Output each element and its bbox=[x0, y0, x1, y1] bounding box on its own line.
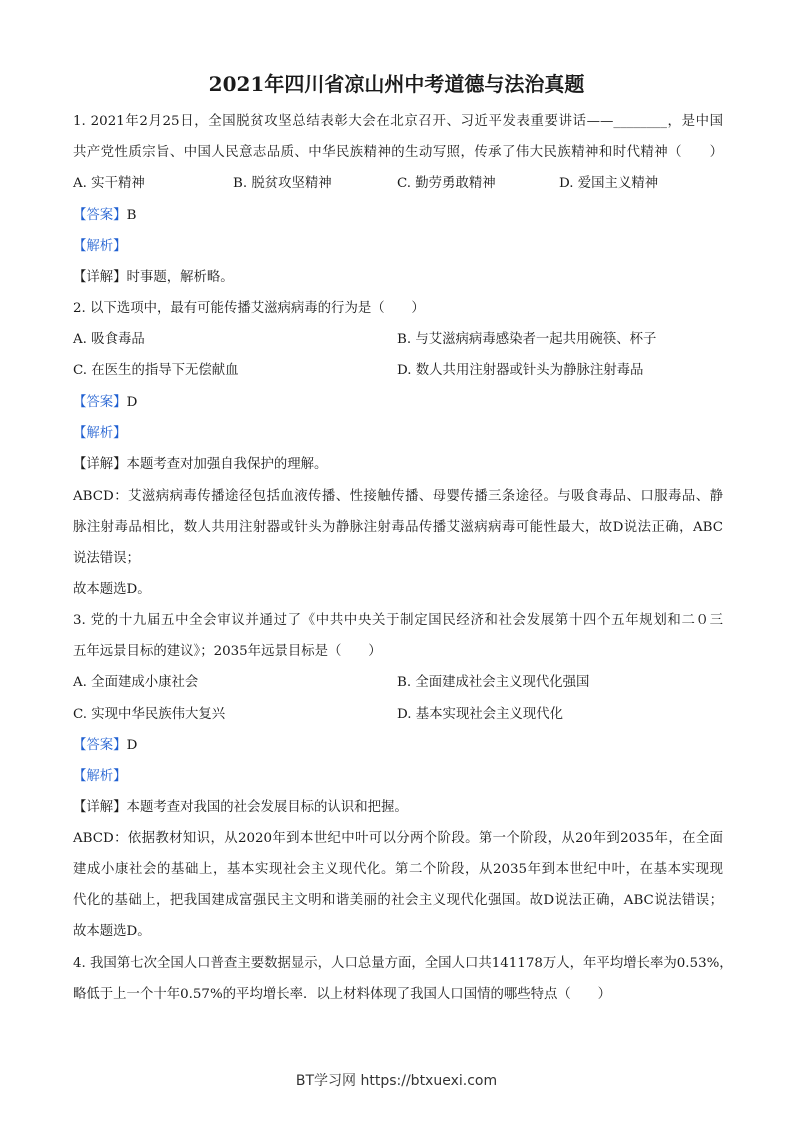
q2-explanation-line3: 说法错误； bbox=[73, 551, 140, 566]
q2-answer bbox=[73, 391, 723, 410]
q3-explanation-line1: ABCD：依据教材知识，从2020年到本世纪中叶可以分两个阶段。第一个阶段，从20年到2035年，在全面 bbox=[73, 831, 723, 846]
q1-option-b: B. 脱贫攻坚精神 bbox=[233, 176, 332, 191]
page-title: 2021年四川省凉山州中考道德与法治真题 bbox=[208, 72, 585, 96]
q1-option-a: A. 实干精神 bbox=[73, 176, 145, 191]
q2-analysis-tag: 【解析】 bbox=[73, 426, 127, 441]
q3-explanation-line3: 代化的基础上，把我国建成富强民主文明和谐美丽的社会主义现代化强国。故D说法正确，ABC说法错误； bbox=[73, 893, 723, 908]
answer-value: B bbox=[126, 208, 137, 223]
q1-option-c: C. 勤劳勇敢精神 bbox=[397, 176, 496, 191]
answer-value: D bbox=[126, 395, 138, 410]
q3-stem-line1: 3. 党的十九届五中全会审议并通过了《中共中央关于制定国民经济和社会发展第十四个五年规划和二０三 bbox=[73, 613, 723, 628]
q3-answer bbox=[73, 734, 723, 753]
footer-watermark: BT学习网 https://btxuexi.com bbox=[295, 1073, 498, 1089]
answer-value: D bbox=[126, 738, 138, 753]
q3-option-c: C. 实现中华民族伟大复兴 bbox=[73, 707, 226, 722]
q1-detail: 【详解】时事题，解析略。 bbox=[73, 270, 234, 285]
q3-option-d: D. 基本实现社会主义现代化 bbox=[397, 707, 564, 722]
q2-option-b: B. 与艾滋病病毒感染者一起共用碗筷、杯子 bbox=[397, 332, 657, 347]
q1-analysis-tag: 【解析】 bbox=[73, 239, 127, 254]
q2-stem: 2. 以下选项中，最有可能传播艾滋病病毒的行为是（ ） bbox=[73, 301, 425, 316]
q3-analysis-tag: 【解析】 bbox=[73, 769, 127, 784]
q3-option-b: B. 全面建成社会主义现代化强国 bbox=[397, 675, 590, 690]
q2-conclusion: 故本题选D。 bbox=[73, 582, 151, 597]
q2-option-d: D. 数人共用注射器或针头为静脉注射毒品 bbox=[397, 363, 644, 378]
q2-option-c: C. 在医生的指导下无偿献血 bbox=[73, 363, 239, 378]
answer-tag: 【答案】 bbox=[73, 738, 127, 753]
answer-tag: 【答案】 bbox=[73, 395, 127, 410]
q1-option-d: D. 爱国主义精神 bbox=[559, 176, 659, 191]
q2-explanation-line1: ABCD：艾滋病病毒传播途径包括血液传播、性接触传播、母婴传播三条途径。与吸食毒品、口服毒品、静 bbox=[73, 489, 723, 504]
q3-stem-line2: 五年远景目标的建议》；2035年远景目标是（ ） bbox=[73, 644, 382, 659]
q3-detail: 【详解】本题考查对我国的社会发展目标的认识和把握。 bbox=[73, 800, 408, 815]
q2-option-a: A. 吸食毒品 bbox=[73, 332, 145, 347]
q2-explanation-line2: 脉注射毒品相比，数人共用注射器或针头为静脉注射毒品传播艾滋病病毒可能性最大，故D说法正确，ABC bbox=[73, 520, 723, 535]
q3-option-a: A. 全面建成小康社会 bbox=[73, 675, 199, 690]
q4-stem-line2: 略低于上一个十年0.57%的平均增长率．以上材料体现了我国人口国情的哪些特点（ ） bbox=[73, 987, 611, 1002]
q3-explanation-line2: 建成小康社会的基础上，基本实现社会主义现代化。第二个阶段，从2035年到本世纪中叶，在基本实现现 bbox=[73, 862, 723, 877]
q1-stem-line1: 1. 2021年2月25日，全国脱贫攻坚总结表彰大会在北京召开、习近平发表重要讲话——________，是中国 bbox=[73, 114, 723, 129]
q1-stem-line2: 共产党性质宗旨、中国人民意志品质、中华民族精神的生动写照，传承了伟大民族精神和时代精神（ ） bbox=[73, 145, 723, 160]
answer-tag: 【答案】 bbox=[73, 208, 127, 223]
q3-conclusion: 故本题选D。 bbox=[73, 924, 151, 939]
q2-detail: 【详解】本题考查对加强自我保护的理解。 bbox=[73, 457, 328, 472]
q4-stem-line1: 4. 我国第七次全国人口普查主要数据显示，人口总量方面，全国人口共141178万人，年平均增长率为0.53%， bbox=[73, 956, 733, 971]
q1-answer bbox=[73, 204, 723, 223]
